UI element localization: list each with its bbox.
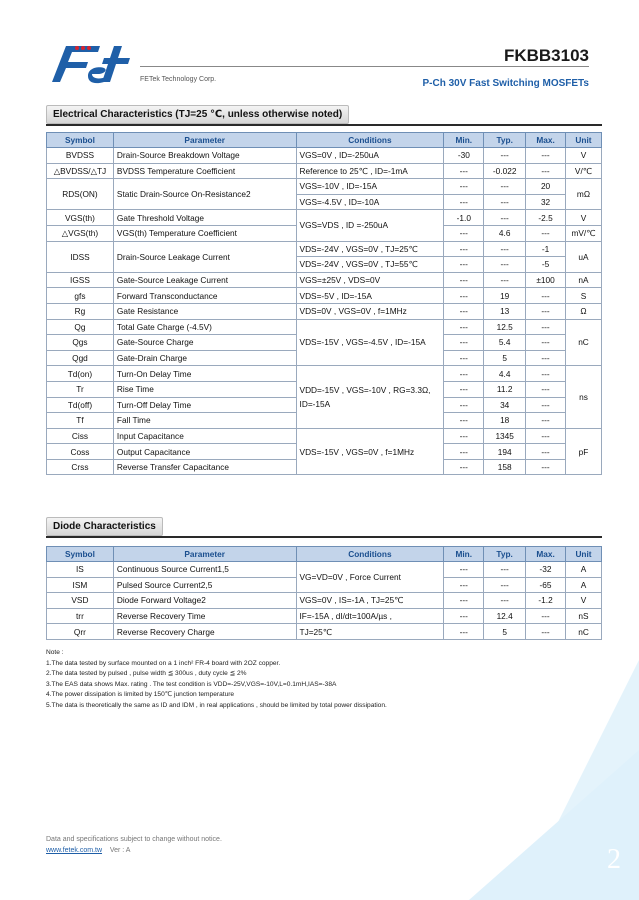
table-row — [47, 608, 602, 624]
footer-line — [46, 847, 130, 854]
section-rule — [46, 124, 602, 126]
symbol-cell: ISM — [47, 577, 114, 593]
min-cell: -30 — [444, 148, 484, 164]
section-rule — [46, 536, 602, 538]
parameter-cell: Turn-On Delay Time — [113, 366, 296, 382]
min-cell: --- — [444, 459, 484, 475]
notes-block — [46, 648, 387, 712]
conditions-cell — [296, 366, 444, 428]
min-cell: --- — [444, 163, 484, 179]
unit-cell: nC — [566, 624, 602, 640]
col-parameter: Parameter — [113, 133, 296, 148]
conditions-cell: VG=VD=0V , Force Current — [296, 562, 444, 593]
corner-decoration — [469, 750, 639, 900]
symbol-cell: IS — [47, 562, 114, 578]
table-row — [47, 624, 602, 640]
table-header-row — [47, 133, 602, 148]
typ-cell: 4.4 — [484, 366, 526, 382]
symbol-cell: VGS(th) — [47, 210, 114, 226]
diode-table — [46, 546, 602, 640]
parameter-cell: Rise Time — [113, 381, 296, 397]
max-cell: ±100 — [526, 272, 566, 288]
unit-cell: A — [566, 562, 602, 578]
parameter-cell: Input Capacitance — [113, 428, 296, 444]
symbol-cell: Td(off) — [47, 397, 114, 413]
conditions-cell: VDS=-24V , VGS=0V , TJ=55℃ — [296, 257, 444, 273]
conditions-cell: VGS=-10V , ID=-15A — [296, 179, 444, 195]
table-row — [47, 428, 602, 444]
parameter-cell: Pulsed Source Current2,5 — [113, 577, 296, 593]
min-cell: --- — [444, 624, 484, 640]
conditions-cell: VDS=0V , VGS=0V , f=1MHz — [296, 303, 444, 319]
typ-cell: --- — [484, 179, 526, 195]
table-row — [47, 366, 602, 382]
max-cell: --- — [526, 303, 566, 319]
max-cell: --- — [526, 163, 566, 179]
typ-cell: --- — [484, 148, 526, 164]
symbol-cell: Qgs — [47, 335, 114, 351]
max-cell: --- — [526, 413, 566, 429]
max-cell: 20 — [526, 179, 566, 195]
max-cell: --- — [526, 350, 566, 366]
table-row — [47, 272, 602, 288]
col-min: Min. — [444, 547, 484, 562]
conditions-cell: VGS=0V , ID=-250uA — [296, 148, 444, 164]
symbol-cell: Coss — [47, 444, 114, 460]
max-cell: --- — [526, 225, 566, 241]
typ-cell: 12.5 — [484, 319, 526, 335]
note-item: 2.The data tested by pulsed , pulse width ≦ 300us , duty cycle ≦ 2% — [46, 670, 247, 678]
min-cell: --- — [444, 350, 484, 366]
parameter-cell: Reverse Recovery Charge — [113, 624, 296, 640]
min-cell: --- — [444, 179, 484, 195]
typ-cell: 12.4 — [484, 608, 526, 624]
table-header-row — [47, 547, 602, 562]
max-cell: --- — [526, 148, 566, 164]
typ-cell: 5 — [484, 624, 526, 640]
max-cell: -32 — [526, 562, 566, 578]
symbol-cell: Td(on) — [47, 366, 114, 382]
min-cell: --- — [444, 194, 484, 210]
col-typ: Typ. — [484, 133, 526, 148]
note-heading: Note : — [46, 649, 64, 656]
symbol-cell: VSD — [47, 593, 114, 609]
typ-cell: 158 — [484, 459, 526, 475]
unit-cell: nA — [565, 272, 601, 288]
table-row — [47, 593, 602, 609]
col-unit: Unit — [566, 547, 602, 562]
col-symbol: Symbol — [47, 547, 114, 562]
typ-cell: 4.6 — [484, 225, 526, 241]
company-name: FETek Technology Corp. — [140, 76, 217, 83]
max-cell: --- — [526, 288, 566, 304]
typ-cell: --- — [484, 272, 526, 288]
version-label: Ver : A — [109, 847, 131, 854]
min-cell: --- — [444, 428, 484, 444]
symbol-cell: Tr — [47, 381, 114, 397]
note-item: 5.The data is theoretically the same as ID and IDM , in real applications , should be limited by total power dissipation. — [46, 701, 387, 709]
unit-cell: V/℃ — [565, 163, 601, 179]
table-row — [47, 163, 602, 179]
conditions-cell: Reference to 25℃ , ID=-1mA — [296, 163, 444, 179]
typ-cell: --- — [484, 241, 526, 257]
unit-cell: nS — [566, 608, 602, 624]
parameter-cell: Drain-Source Leakage Current — [113, 241, 296, 272]
min-cell: --- — [444, 381, 484, 397]
part-number: FKBB3103 — [503, 46, 589, 65]
switching-conditions-2: ID=-15A — [299, 399, 331, 409]
note-item: 4.The power dissipation is limited by 150℃ junction temperature — [46, 691, 235, 699]
min-cell: -1.0 — [444, 210, 484, 226]
max-cell: --- — [526, 428, 566, 444]
table-row — [47, 303, 602, 319]
parameter-cell: Gate Threshold Voltage — [113, 210, 296, 226]
min-cell: --- — [444, 257, 484, 273]
table-row — [47, 562, 602, 578]
parameter-cell: Turn-Off Delay Time — [113, 397, 296, 413]
max-cell: -1.2 — [526, 593, 566, 609]
min-cell: --- — [444, 577, 484, 593]
unit-cell: ns — [565, 366, 601, 428]
min-cell: --- — [444, 444, 484, 460]
symbol-cell: △VGS(th) — [47, 225, 114, 241]
min-cell: --- — [444, 241, 484, 257]
electrical-table — [46, 132, 602, 475]
symbol-cell: Qrr — [47, 624, 114, 640]
unit-cell: V — [566, 593, 602, 609]
symbol-cell: gfs — [47, 288, 114, 304]
parameter-cell: Continuous Source Current1,5 — [113, 562, 296, 578]
symbol-cell: Tf — [47, 413, 114, 429]
max-cell: --- — [526, 608, 566, 624]
page-number: 2 — [607, 844, 621, 875]
min-cell: --- — [444, 413, 484, 429]
col-typ: Typ. — [484, 547, 526, 562]
symbol-cell: BVDSS — [47, 148, 114, 164]
typ-cell: 34 — [484, 397, 526, 413]
col-symbol: Symbol — [47, 133, 114, 148]
min-cell: --- — [444, 397, 484, 413]
unit-cell: mΩ — [565, 179, 601, 210]
min-cell: --- — [444, 562, 484, 578]
typ-cell: --- — [484, 257, 526, 273]
typ-cell: --- — [484, 210, 526, 226]
typ-cell: 5 — [484, 350, 526, 366]
max-cell: --- — [526, 444, 566, 460]
unit-cell: V — [565, 148, 601, 164]
table-row — [47, 210, 602, 226]
unit-cell: S — [565, 288, 601, 304]
typ-cell: -0.022 — [484, 163, 526, 179]
parameter-cell: Gate-Source Charge — [113, 335, 296, 351]
parameter-cell: Total Gate Charge (-4.5V) — [113, 319, 296, 335]
typ-cell: 194 — [484, 444, 526, 460]
typ-cell: 1345 — [484, 428, 526, 444]
typ-cell: 13 — [484, 303, 526, 319]
max-cell: --- — [526, 319, 566, 335]
conditions-cell: VDS=-15V , VGS=0V , f=1MHz — [296, 428, 444, 475]
table-row — [47, 241, 602, 257]
col-parameter: Parameter — [113, 547, 296, 562]
conditions-cell: VGS=VDS , ID =-250uA — [296, 210, 444, 241]
parameter-cell: Forward Transconductance — [113, 288, 296, 304]
col-conditions: Conditions — [296, 133, 444, 148]
min-cell: --- — [444, 593, 484, 609]
parameter-cell: Diode Forward Voltage2 — [113, 593, 296, 609]
switching-conditions: VDD=-15V , VGS=-10V , RG=3.3Ω, — [299, 385, 431, 395]
min-cell: --- — [444, 335, 484, 351]
typ-cell: --- — [484, 593, 526, 609]
min-cell: --- — [444, 303, 484, 319]
unit-cell: Ω — [565, 303, 601, 319]
max-cell: --- — [526, 624, 566, 640]
max-cell: --- — [526, 381, 566, 397]
unit-cell: uA — [565, 241, 601, 272]
symbol-cell: Qgd — [47, 350, 114, 366]
note-item: 3.The EAS data shows Max. rating . The test condition is VDD=-25V,VGS=-10V,L=0.1mH,IAS=-38A — [46, 680, 337, 688]
parameter-cell: Reverse Transfer Capacitance — [113, 459, 296, 475]
typ-cell: 19 — [484, 288, 526, 304]
parameter-cell: BVDSS Temperature Coefficient — [113, 163, 296, 179]
symbol-cell: Rg — [47, 303, 114, 319]
max-cell: 32 — [526, 194, 566, 210]
typ-cell: 5.4 — [484, 335, 526, 351]
electrical-section-title: Electrical Characteristics (TJ=25 ℃, unless otherwise noted) — [46, 105, 349, 124]
website-link[interactable]: www.fetek.com.tw — [46, 847, 103, 854]
unit-cell: mV/℃ — [565, 225, 601, 241]
conditions-cell: TJ=25℃ — [296, 624, 444, 640]
min-cell: --- — [444, 272, 484, 288]
max-cell: -65 — [526, 577, 566, 593]
symbol-cell: IGSS — [47, 272, 114, 288]
disclaimer: Data and specifications subject to change without notice. — [46, 836, 222, 843]
table-row — [47, 148, 602, 164]
symbol-cell: Crss — [47, 459, 114, 475]
typ-cell: --- — [484, 194, 526, 210]
parameter-cell: Gate-Drain Charge — [113, 350, 296, 366]
company-logo — [44, 42, 140, 91]
symbol-cell: △BVDSS/△TJ — [47, 163, 114, 179]
max-cell: -5 — [526, 257, 566, 273]
unit-cell: V — [565, 210, 601, 226]
symbol-cell: Qg — [47, 319, 114, 335]
diode-section-title: Diode Characteristics — [46, 517, 163, 536]
min-cell: --- — [444, 288, 484, 304]
symbol-cell: Ciss — [47, 428, 114, 444]
typ-cell: 11.2 — [484, 381, 526, 397]
symbol-cell: trr — [47, 608, 114, 624]
table-row — [47, 179, 602, 195]
parameter-cell: Output Capacitance — [113, 444, 296, 460]
min-cell: --- — [444, 608, 484, 624]
conditions-cell: VGS=±25V , VDS=0V — [296, 272, 444, 288]
conditions-cell: VGS=0V , IS=-1A , TJ=25℃ — [296, 593, 444, 609]
col-max: Max. — [526, 547, 566, 562]
parameter-cell: Drain-Source Breakdown Voltage — [113, 148, 296, 164]
conditions-cell: IF=-15A , dI/dt=100A/µs , — [296, 608, 444, 624]
typ-cell: --- — [484, 577, 526, 593]
unit-cell: A — [566, 577, 602, 593]
parameter-cell: Fall Time — [113, 413, 296, 429]
conditions-cell: VGS=-4.5V , ID=-10A — [296, 194, 444, 210]
col-conditions: Conditions — [296, 547, 444, 562]
unit-cell: nC — [565, 319, 601, 366]
conditions-cell: VDS=-24V , VGS=0V , TJ=25℃ — [296, 241, 444, 257]
max-cell: --- — [526, 335, 566, 351]
parameter-cell: Gate Resistance — [113, 303, 296, 319]
parameter-cell: Reverse Recovery Time — [113, 608, 296, 624]
min-cell: --- — [444, 366, 484, 382]
conditions-cell: VDS=-5V , ID=-15A — [296, 288, 444, 304]
max-cell: -2.5 — [526, 210, 566, 226]
max-cell: --- — [526, 459, 566, 475]
parameter-cell: Gate-Source Leakage Current — [113, 272, 296, 288]
max-cell: --- — [526, 366, 566, 382]
max-cell: -1 — [526, 241, 566, 257]
min-cell: --- — [444, 319, 484, 335]
min-cell: --- — [444, 225, 484, 241]
conditions-cell: VDS=-15V , VGS=-4.5V , ID=-15A — [296, 319, 444, 366]
parameter-cell: Static Drain-Source On-Resistance2 — [113, 179, 296, 210]
typ-cell: 18 — [484, 413, 526, 429]
header-divider — [140, 66, 589, 67]
table-row — [47, 319, 602, 335]
note-item: 1.The data tested by surface mounted on a 1 inch² FR-4 board with 2OZ copper. — [46, 659, 281, 667]
col-min: Min. — [444, 133, 484, 148]
typ-cell: --- — [484, 562, 526, 578]
unit-cell: pF — [565, 428, 601, 475]
table-row — [47, 288, 602, 304]
col-max: Max. — [526, 133, 566, 148]
col-unit: Unit — [565, 133, 601, 148]
symbol-cell: IDSS — [47, 241, 114, 272]
symbol-cell: RDS(ON) — [47, 179, 114, 210]
max-cell: --- — [526, 397, 566, 413]
device-subtitle: P-Ch 30V Fast Switching MOSFETs — [422, 78, 589, 89]
parameter-cell: VGS(th) Temperature Coefficient — [113, 225, 296, 241]
